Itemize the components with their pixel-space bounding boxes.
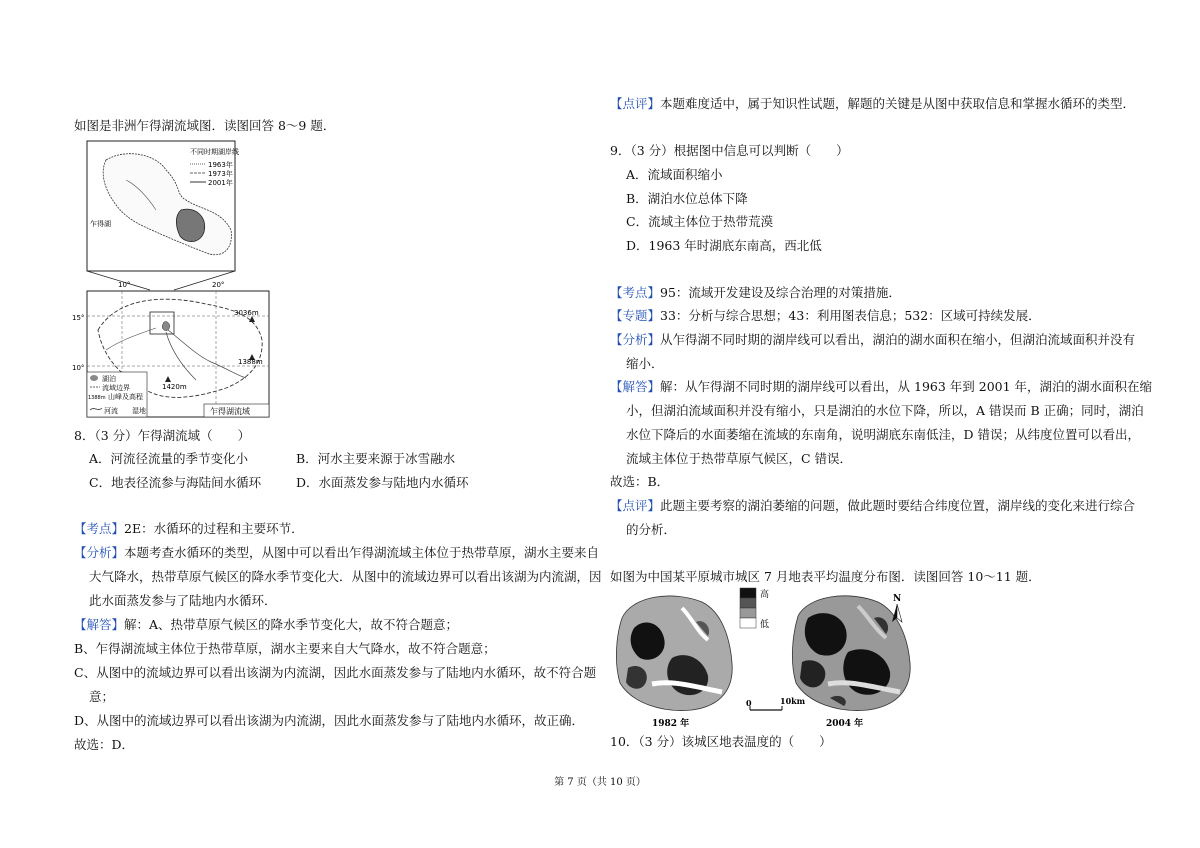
lon-20: 20°	[212, 281, 225, 289]
lon-10: 10°	[118, 281, 131, 289]
legend-title: 不同时期湖岸线	[190, 148, 239, 156]
lat-15: 15°	[72, 314, 85, 322]
q8-answer: 故选：D．	[74, 737, 135, 752]
q10-stem: 10．（3 分）该城区地表温度的（ ）	[610, 734, 832, 749]
jieda-tag: 【解答】	[74, 617, 125, 632]
q9-fenxi-1	[610, 331, 1135, 349]
q9-dianping-1	[610, 497, 1135, 515]
lat-10: 10°	[72, 364, 85, 372]
intro-8-9: 如图是非洲乍得湖流域图．读图回答 8～9 题．	[74, 118, 336, 133]
jieda-tag: 【解答】	[610, 379, 661, 394]
q9-option-a: A．流域面积缩小	[626, 167, 723, 182]
legend-boundary: 流域边界	[102, 384, 130, 392]
kaodian-tag: 【考点】	[610, 285, 661, 300]
north-label: N	[893, 594, 902, 604]
legend-wetland: 湿地	[132, 407, 146, 415]
q9-jieda-1	[610, 378, 1152, 396]
zhuanti-tag: 【专题】	[610, 308, 661, 323]
legend-low: 低	[760, 620, 770, 630]
year-2004: 2004 年	[826, 719, 864, 729]
legend-lake: 湖泊	[102, 375, 116, 383]
q9-option-d: D．1963 年时湖底东南高，西北低	[626, 238, 822, 253]
q9-answer: 故选：B．	[610, 474, 670, 489]
dianping-text: 本题难度适中，属于知识性试题，解题的关键是从图中获取信息和掌握水循环的类型．	[660, 96, 1136, 111]
fenxi-tag: 【分析】	[610, 332, 661, 347]
q8-jieda-3: C、从图中的流域边界可以看出该湖为内流湖，因此水面蒸发参与了陆地内水循环，故不符合题	[74, 665, 597, 680]
q8-jieda-5: D、从图中的流域边界可以看出该湖为内流湖，因此水面蒸发参与了陆地内水循环，故正确．	[74, 713, 585, 728]
scale-zero: 0	[746, 698, 752, 708]
q9-fenxi-2: 缩小．	[626, 356, 664, 371]
page-footer: 第 7 页（共 10 页）	[554, 777, 646, 788]
elev-1388: 1388m	[238, 358, 263, 366]
q9-option-c: C．流域主体位于热带荒漠	[626, 214, 774, 229]
q8-kaodian	[74, 520, 304, 538]
legend-year-1973: 1973年	[208, 170, 233, 178]
q8-fenxi-1	[74, 544, 599, 562]
zhuanti-text: 33：分析与综合思想；43：利用图表信息；532：区域可持续发展．	[660, 308, 1041, 323]
chad-lake-basin-map	[72, 140, 270, 426]
q9-dianping-2: 的分析．	[626, 522, 677, 537]
q8-jieda-4: 意；	[89, 689, 115, 704]
jieda-text-1: 解：从乍得湖不同时期的湖岸线可以看出，从 1963 年到 2001 年，湖泊的湖水面积在缩	[660, 379, 1153, 394]
lake-name-label: 乍得湖	[90, 220, 111, 228]
kaodian-tag: 【考点】	[74, 521, 125, 536]
q8-dianping	[610, 95, 1135, 113]
q9-option-b: B．湖泊水位总体下降	[626, 191, 748, 206]
fenxi-tag: 【分析】	[74, 545, 125, 560]
legend-elev-sample: 1388m	[88, 395, 106, 401]
dianping-tag: 【点评】	[610, 498, 661, 513]
legend-peak: 山峰及高程	[108, 393, 143, 401]
q8-jieda-2: B、乍得湖流域主体位于热带草原，湖水主要来自大气降水，故不符合题意；	[74, 641, 496, 656]
kaodian-text: 2E：水循环的过程和主要环节．	[124, 521, 304, 536]
legend-year-1963: 1963年	[208, 161, 233, 169]
q9-jieda-3: 水位下降后的水面萎缩在流域的东南角，说明湖底东南低洼，D 错误；从纬度位置可以看出，	[626, 427, 1140, 442]
scale-length: 10km	[780, 696, 806, 706]
q8-option-c: C．地表径流参与海陆间水循环	[89, 475, 262, 490]
q8-jieda-1	[74, 616, 458, 634]
elev-1420: 1420m	[162, 383, 187, 391]
q8-option-d: D．水面蒸发参与陆地内水循环	[296, 475, 469, 490]
q8-fenxi-2: 大气降水，热带草原气候区的降水季节变化大．从图中的流域边界可以看出该湖为内流湖，因	[89, 569, 602, 584]
q9-jieda-2: 小，但湖泊流域面积并没有缩小，只是湖泊的水位下降，所以，A 错误而 B 正确；同时，湖泊	[626, 403, 1144, 418]
q8-fenxi-3: 此水面蒸发参与了陆地内水循环．	[89, 593, 277, 608]
legend-year-2001: 2001年	[208, 179, 233, 187]
q9-zhuanti	[610, 307, 1041, 325]
legend-high: 高	[760, 590, 770, 600]
dianping-tag: 【点评】	[610, 96, 661, 111]
elev-3036: 3036m	[234, 309, 259, 317]
q8-option-a: A．河流径流量的季节变化小	[89, 451, 249, 466]
legend-river: 河流	[104, 407, 118, 415]
basin-title: 乍得湖流域	[210, 407, 250, 416]
q9-kaodian	[610, 284, 901, 302]
dianping-text-1: 此题主要考察的湖泊萎缩的问题，做此题时要结合纬度位置，湖岸线的变化来进行综合	[660, 498, 1136, 513]
q8-stem: 8．（3 分）乍得湖流域（ ）	[74, 428, 251, 443]
kaodian-text: 95：流域开发建设及综合治理的对策措施．	[660, 285, 901, 300]
year-1982: 1982 年	[652, 719, 690, 729]
q9-jieda-4: 流域主体位于热带草原气候区，C 错误．	[626, 451, 853, 466]
intro-10-11: 如图为中国某平原城市城区 7 月地表平均温度分布图．读图回答 10～11 题．	[610, 569, 1041, 584]
city-temperature-map	[612, 588, 922, 730]
q8-option-b: B．河水主要来源于冰雪融水	[296, 451, 456, 466]
jieda-text-1: 解：A、热带草原气候区的降水季节变化大，故不符合题意；	[124, 617, 459, 632]
fenxi-text-1: 本题考查水循环的类型，从图中可以看出乍得湖流域主体位于热带草原，湖水主要来自	[124, 545, 600, 560]
q9-stem: 9．（3 分）根据图中信息可以判断（ ）	[610, 143, 849, 158]
fenxi-text-1: 从乍得湖不同时期的湖岸线可以看出，湖泊的湖水面积在缩小，但湖泊流域面积并没有	[660, 332, 1136, 347]
